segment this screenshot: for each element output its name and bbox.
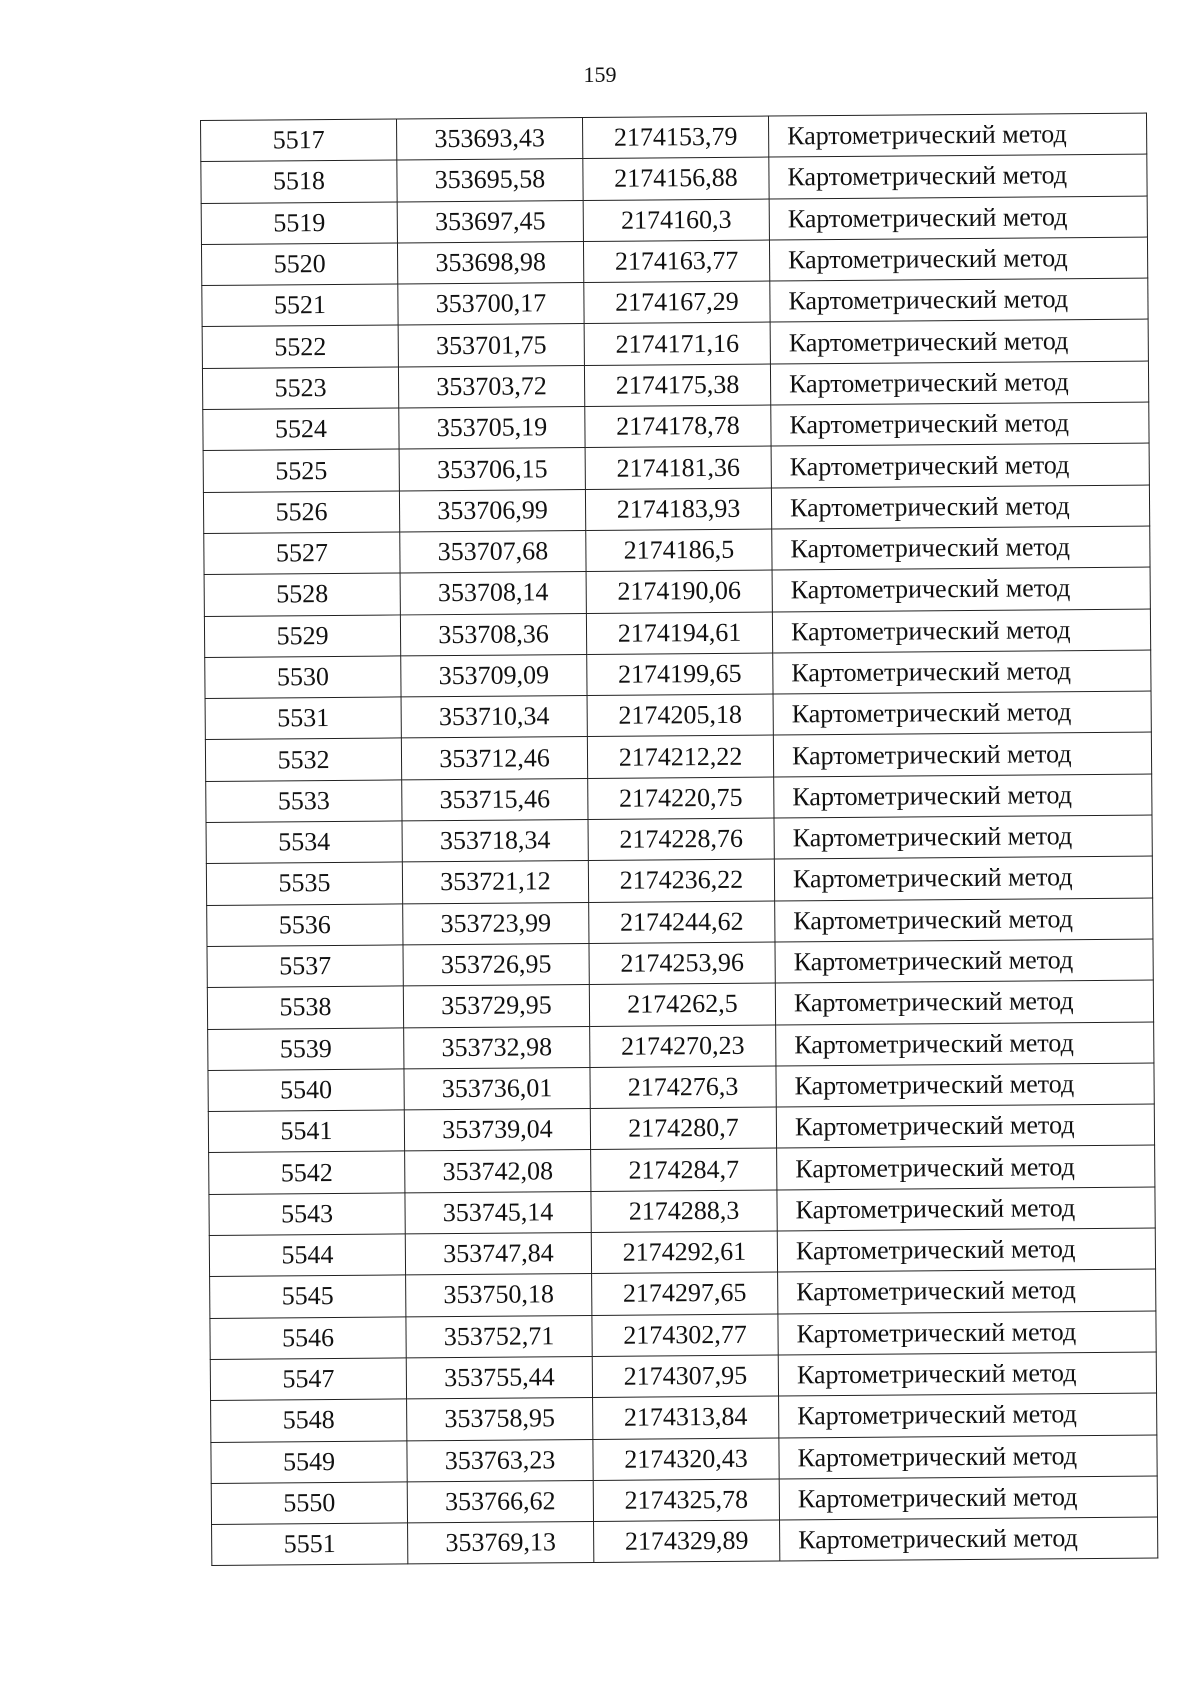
x-coordinate-cell: 353729,95 xyxy=(403,985,589,1028)
point-number-cell: 5542 xyxy=(209,1151,405,1194)
y-coordinate-cell: 2174167,29 xyxy=(584,281,770,324)
point-number-cell: 5520 xyxy=(201,243,397,286)
method-cell: Картометрический метод xyxy=(770,320,1148,364)
y-coordinate-cell: 2174181,36 xyxy=(585,446,771,489)
method-cell: Картометрический метод xyxy=(779,1476,1157,1520)
y-coordinate-cell: 2174160,3 xyxy=(583,199,769,242)
method-cell: Картометрический метод xyxy=(769,154,1147,198)
point-number-cell: 5522 xyxy=(202,325,398,368)
point-number-cell: 5524 xyxy=(203,408,399,451)
point-number-cell: 5523 xyxy=(202,367,398,410)
x-coordinate-cell: 353736,01 xyxy=(404,1067,590,1110)
y-coordinate-cell: 2174292,61 xyxy=(591,1231,777,1274)
x-coordinate-cell: 353718,34 xyxy=(402,820,588,863)
method-cell: Картометрический метод xyxy=(776,1022,1154,1066)
x-coordinate-cell: 353732,98 xyxy=(404,1026,590,1069)
y-coordinate-cell: 2174171,16 xyxy=(584,323,770,366)
point-number-cell: 5529 xyxy=(204,615,400,658)
coordinates-table xyxy=(200,113,1158,1567)
method-cell: Картометрический метод xyxy=(777,1228,1155,1272)
y-coordinate-cell: 2174163,77 xyxy=(583,240,769,283)
method-cell: Картометрический метод xyxy=(774,774,1152,818)
point-number-cell: 5549 xyxy=(211,1440,407,1483)
point-number-cell: 5550 xyxy=(211,1482,407,1525)
x-coordinate-cell: 353752,71 xyxy=(406,1315,592,1358)
point-number-cell: 5544 xyxy=(209,1234,405,1277)
y-coordinate-cell: 2174199,65 xyxy=(587,653,773,696)
y-coordinate-cell: 2174262,5 xyxy=(589,983,775,1026)
point-number-cell: 5531 xyxy=(205,697,401,740)
x-coordinate-cell: 353721,12 xyxy=(402,861,588,904)
point-number-cell: 5527 xyxy=(204,532,400,575)
method-cell: Картометрический метод xyxy=(772,567,1150,611)
method-cell: Картометрический метод xyxy=(776,1104,1154,1148)
point-number-cell: 5517 xyxy=(201,119,397,162)
method-cell: Картометрический метод xyxy=(773,650,1151,694)
method-cell: Картометрический метод xyxy=(774,815,1152,859)
x-coordinate-cell: 353742,08 xyxy=(405,1150,591,1193)
method-cell: Картометрический метод xyxy=(771,485,1149,529)
x-coordinate-cell: 353697,45 xyxy=(397,200,583,243)
y-coordinate-cell: 2174175,38 xyxy=(584,364,770,407)
point-number-cell: 5532 xyxy=(205,738,401,781)
y-coordinate-cell: 2174288,3 xyxy=(591,1190,777,1233)
point-number-cell: 5539 xyxy=(208,1027,404,1070)
method-cell: Картометрический метод xyxy=(772,526,1150,570)
y-coordinate-cell: 2174270,23 xyxy=(590,1025,776,1068)
y-coordinate-cell: 2174228,76 xyxy=(588,818,774,861)
x-coordinate-cell: 353701,75 xyxy=(398,324,584,367)
method-cell: Картометрический метод xyxy=(775,898,1153,942)
point-number-cell: 5546 xyxy=(210,1317,406,1360)
table-row xyxy=(204,609,1150,658)
y-coordinate-cell: 2174156,88 xyxy=(583,157,769,200)
page-number: 159 xyxy=(583,62,617,87)
point-number-cell: 5528 xyxy=(204,573,400,616)
y-coordinate-cell: 2174284,7 xyxy=(591,1148,777,1191)
point-number-cell: 5521 xyxy=(202,284,398,327)
y-coordinate-cell: 2174307,95 xyxy=(592,1355,778,1398)
x-coordinate-cell: 353703,72 xyxy=(398,365,584,408)
point-number-cell: 5525 xyxy=(203,449,399,492)
y-coordinate-cell: 2174253,96 xyxy=(589,942,775,985)
table-row xyxy=(208,1104,1154,1153)
x-coordinate-cell: 353726,95 xyxy=(403,943,589,986)
y-coordinate-cell: 2174320,43 xyxy=(593,1437,779,1480)
method-cell: Картометрический метод xyxy=(773,733,1151,777)
y-coordinate-cell: 2174244,62 xyxy=(589,901,775,944)
y-coordinate-cell: 2174297,65 xyxy=(592,1272,778,1315)
point-number-cell: 5533 xyxy=(206,780,402,823)
y-coordinate-cell: 2174212,22 xyxy=(587,735,773,778)
method-cell: Картометрический метод xyxy=(770,278,1148,322)
y-coordinate-cell: 2174313,84 xyxy=(593,1396,779,1439)
x-coordinate-cell: 353739,04 xyxy=(404,1109,590,1152)
y-coordinate-cell: 2174302,77 xyxy=(592,1314,778,1357)
point-number-cell: 5526 xyxy=(203,491,399,534)
point-number-cell: 5535 xyxy=(206,862,402,905)
x-coordinate-cell: 353705,19 xyxy=(399,407,585,450)
x-coordinate-cell: 353709,09 xyxy=(401,654,587,697)
point-number-cell: 5551 xyxy=(212,1523,408,1566)
point-number-cell: 5538 xyxy=(207,986,403,1029)
method-cell: Картометрический метод xyxy=(768,113,1146,157)
x-coordinate-cell: 353723,99 xyxy=(403,902,589,945)
y-coordinate-cell: 2174325,78 xyxy=(593,1479,779,1522)
x-coordinate-cell: 353715,46 xyxy=(402,778,588,821)
method-cell: Картометрический метод xyxy=(777,1187,1155,1231)
method-cell: Картометрический метод xyxy=(770,361,1148,405)
x-coordinate-cell: 353712,46 xyxy=(401,737,587,780)
y-coordinate-cell: 2174153,79 xyxy=(582,116,768,159)
table-row xyxy=(212,1517,1158,1566)
point-number-cell: 5548 xyxy=(211,1399,407,1442)
y-coordinate-cell: 2174190,06 xyxy=(586,570,772,613)
method-cell: Картометрический метод xyxy=(777,1145,1155,1189)
point-number-cell: 5530 xyxy=(205,656,401,699)
x-coordinate-cell: 353763,23 xyxy=(407,1439,593,1482)
method-cell: Картометрический метод xyxy=(774,856,1152,900)
y-coordinate-cell: 2174194,61 xyxy=(586,612,772,655)
point-number-cell: 5519 xyxy=(201,202,397,245)
point-number-cell: 5534 xyxy=(206,821,402,864)
x-coordinate-cell: 353707,68 xyxy=(400,530,586,573)
point-number-cell: 5536 xyxy=(207,904,403,947)
point-number-cell: 5543 xyxy=(209,1193,405,1236)
y-coordinate-cell: 2174186,5 xyxy=(586,529,772,572)
method-cell: Картометрический метод xyxy=(775,980,1153,1024)
x-coordinate-cell: 353745,14 xyxy=(405,1191,591,1234)
method-cell: Картометрический метод xyxy=(778,1352,1156,1396)
table-body xyxy=(201,113,1158,1566)
x-coordinate-cell: 353695,58 xyxy=(397,159,583,202)
method-cell: Картометрический метод xyxy=(769,237,1147,281)
point-number-cell: 5540 xyxy=(208,1069,404,1112)
method-cell: Картометрический метод xyxy=(772,609,1150,653)
method-cell: Картометрический метод xyxy=(771,443,1149,487)
x-coordinate-cell: 353693,43 xyxy=(396,117,582,160)
x-coordinate-cell: 353700,17 xyxy=(398,283,584,326)
y-coordinate-cell: 2174236,22 xyxy=(588,859,774,902)
method-cell: Картометрический метод xyxy=(778,1311,1156,1355)
y-coordinate-cell: 2174183,93 xyxy=(585,488,771,531)
point-number-cell: 5547 xyxy=(210,1358,406,1401)
point-number-cell: 5541 xyxy=(208,1110,404,1153)
y-coordinate-cell: 2174205,18 xyxy=(587,694,773,737)
method-cell: Картометрический метод xyxy=(775,939,1153,983)
point-number-cell: 5518 xyxy=(201,160,397,203)
x-coordinate-cell: 353698,98 xyxy=(397,241,583,284)
method-cell: Картометрический метод xyxy=(771,402,1149,446)
method-cell: Картометрический метод xyxy=(780,1517,1158,1561)
method-cell: Картометрический метод xyxy=(778,1269,1156,1313)
y-coordinate-cell: 2174276,3 xyxy=(590,1066,776,1109)
x-coordinate-cell: 353710,34 xyxy=(401,696,587,739)
y-coordinate-cell: 2174329,89 xyxy=(594,1520,780,1563)
x-coordinate-cell: 353706,15 xyxy=(399,448,585,491)
method-cell: Картометрический метод xyxy=(779,1393,1157,1437)
y-coordinate-cell: 2174280,7 xyxy=(590,1107,776,1150)
y-coordinate-cell: 2174220,75 xyxy=(588,777,774,820)
method-cell: Картометрический метод xyxy=(776,1063,1154,1107)
y-coordinate-cell: 2174178,78 xyxy=(585,405,771,448)
point-number-cell: 5545 xyxy=(210,1275,406,1318)
point-number-cell: 5537 xyxy=(207,945,403,988)
x-coordinate-cell: 353708,14 xyxy=(400,572,586,615)
x-coordinate-cell: 353769,13 xyxy=(408,1522,594,1565)
x-coordinate-cell: 353750,18 xyxy=(406,1274,592,1317)
method-cell: Картометрический метод xyxy=(779,1435,1157,1479)
x-coordinate-cell: 353755,44 xyxy=(406,1356,592,1399)
method-cell: Картометрический метод xyxy=(769,196,1147,240)
x-coordinate-cell: 353747,84 xyxy=(405,1232,591,1275)
x-coordinate-cell: 353708,36 xyxy=(400,613,586,656)
x-coordinate-cell: 353706,99 xyxy=(399,489,585,532)
x-coordinate-cell: 353766,62 xyxy=(407,1480,593,1523)
x-coordinate-cell: 353758,95 xyxy=(407,1398,593,1441)
method-cell: Картометрический метод xyxy=(773,691,1151,735)
table-row xyxy=(201,113,1147,162)
